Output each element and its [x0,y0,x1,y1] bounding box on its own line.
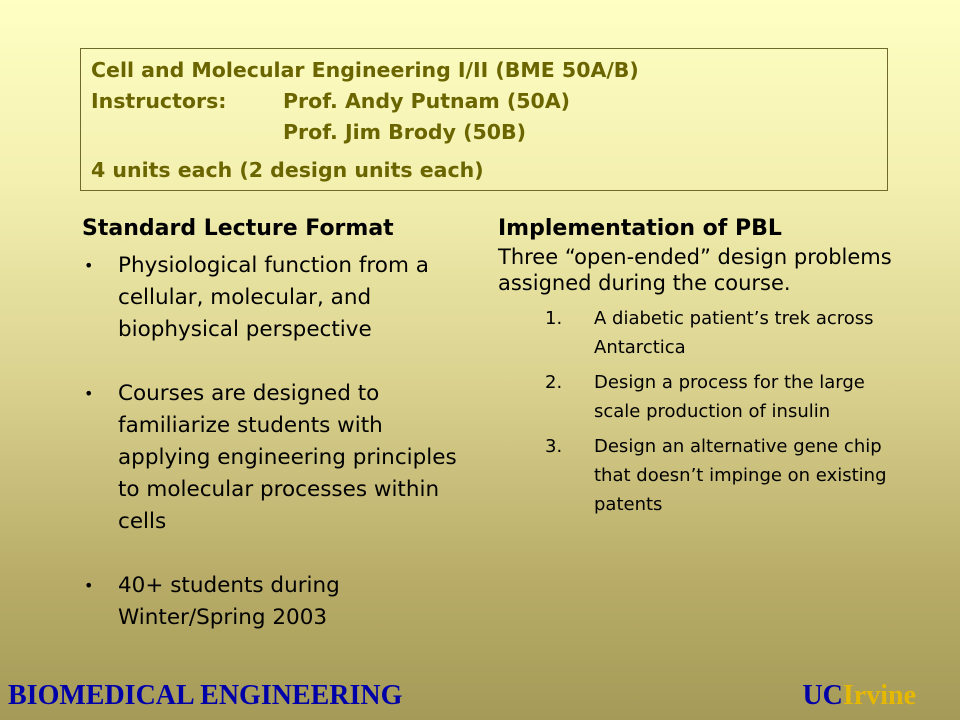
list-item [498,304,898,362]
design-problems-list [498,304,898,519]
item-number: 3. [545,436,563,457]
course-title: Cell and Molecular Engineering I/II (BME 50A/B) [91,58,639,82]
bullet-icon: • [84,384,94,403]
header-spacer [91,148,877,155]
footer-uc: UC [802,680,843,711]
item-number: 1. [545,308,563,329]
instructor-2: Prof. Jim Brody (50B) [283,120,526,144]
list-item [498,368,898,426]
instructors-label: Instructors: [91,89,227,113]
list-item-text: Design an alternative gene chip that doesn’t impinge on existing patents [594,436,887,515]
list-item [498,432,898,519]
bullet-icon: • [84,576,94,595]
course-units: 4 units each (2 design units each) [91,158,484,182]
right-column [498,214,898,525]
list-item [82,570,472,634]
footer-irvine: Irvine [842,680,916,711]
item-number: 2. [545,372,563,393]
instructor-row-2 [91,117,877,148]
left-heading: Standard Lecture Format [82,216,394,241]
list-item [82,250,472,346]
bullet-icon: • [84,256,94,275]
instructor-1: Prof. Andy Putnam (50A) [283,89,571,113]
list-item-text: 40+ students during Winter/Spring 2003 [118,573,340,630]
course-info-box [80,48,888,191]
footer-logo [802,680,916,712]
lecture-format-list [82,250,472,634]
list-item-text: Design a process for the large scale production of insulin [594,372,865,422]
instructor-row-1 [91,86,877,117]
list-item-text: Courses are designed to familiarize students with applying engineering principles to molecular processes within cells [118,381,457,534]
list-item-text: A diabetic patient’s trek across Antarctica [594,308,874,358]
left-column [82,214,472,634]
footer-department: BIOMEDICAL ENGINEERING [8,680,403,711]
list-item-text: Physiological function from a cellular, molecular, and biophysical perspective [118,253,429,342]
list-item [82,378,472,538]
pbl-intro: Three “open-ended” design problems assigned during the course. [498,245,892,295]
right-heading: Implementation of PBL [498,216,782,241]
